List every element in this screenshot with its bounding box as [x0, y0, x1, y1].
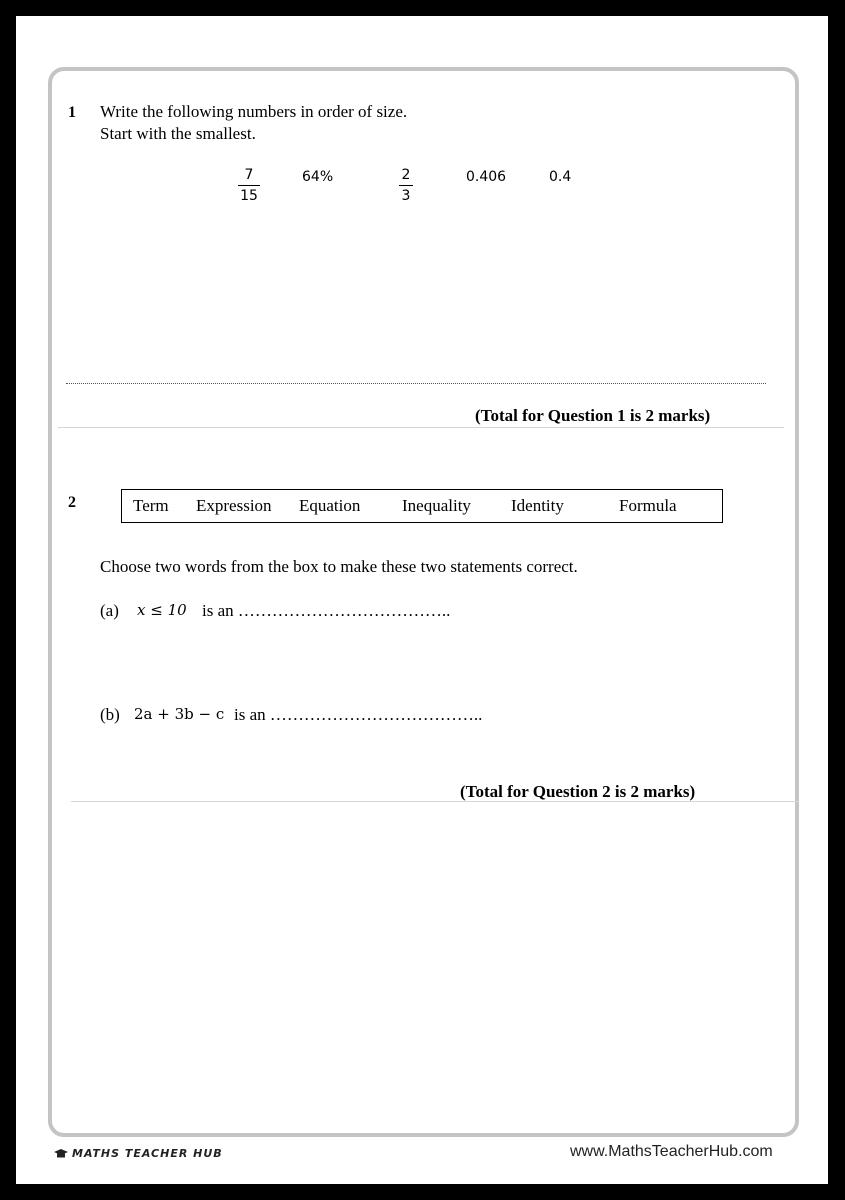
part-a-answer-text: is an ……………………………….. [202, 601, 451, 620]
part-b-expression: 2a + 3b − c [134, 705, 225, 723]
question-1-line-2: Start with the smallest. [100, 124, 256, 143]
number-percent: 64% [302, 169, 334, 185]
question-1-total: (Total for Question 1 is 2 marks) [475, 406, 711, 425]
footer-logo-text: MATHS TEACHER HUB [72, 1147, 223, 1160]
number-decimal-04: 0.4 [549, 169, 572, 185]
graduation-cap-icon [54, 1149, 68, 1159]
footer-logo [54, 1147, 223, 1160]
part-a-label: (a) [100, 601, 119, 620]
fraction-numerator: 2 [401, 167, 411, 183]
question-2-number: 2 [68, 494, 76, 511]
part-b-label: (b) [100, 705, 120, 724]
fraction-denominator: 3 [401, 188, 411, 204]
question-2-instruction: Choose two words from the box to make these two statements correct. [100, 557, 578, 576]
part-b-answer-text: is an ……………………………….. [234, 705, 483, 724]
question-2-total: (Total for Question 2 is 2 marks) [460, 782, 696, 801]
fraction-bar [238, 185, 260, 186]
footer-url[interactable]: www.MathsTeacherHub.com [570, 1143, 773, 1160]
fraction-numerator: 7 [244, 167, 254, 183]
word-identity: Identity [511, 496, 564, 515]
word-formula: Formula [619, 496, 677, 515]
answer-line [66, 383, 766, 384]
question-1-separator [58, 427, 784, 428]
question-1-number: 1 [68, 104, 76, 121]
fraction-denominator: 15 [240, 188, 258, 204]
part-a-expression: x ≤ 10 [137, 601, 187, 619]
fraction-bar [399, 185, 413, 186]
word-term: Term [133, 496, 169, 515]
word-equation: Equation [299, 496, 361, 515]
word-box [121, 489, 723, 523]
number-decimal-0406: 0.406 [466, 169, 507, 185]
word-inequality: Inequality [402, 496, 471, 515]
fraction-7-15 [238, 166, 260, 205]
word-expression: Expression [196, 496, 272, 515]
worksheet-page [16, 16, 828, 1184]
question-2-separator [71, 801, 799, 802]
question-1-line-1: Write the following numbers in order of size. [100, 102, 408, 121]
fraction-2-3 [399, 166, 413, 205]
